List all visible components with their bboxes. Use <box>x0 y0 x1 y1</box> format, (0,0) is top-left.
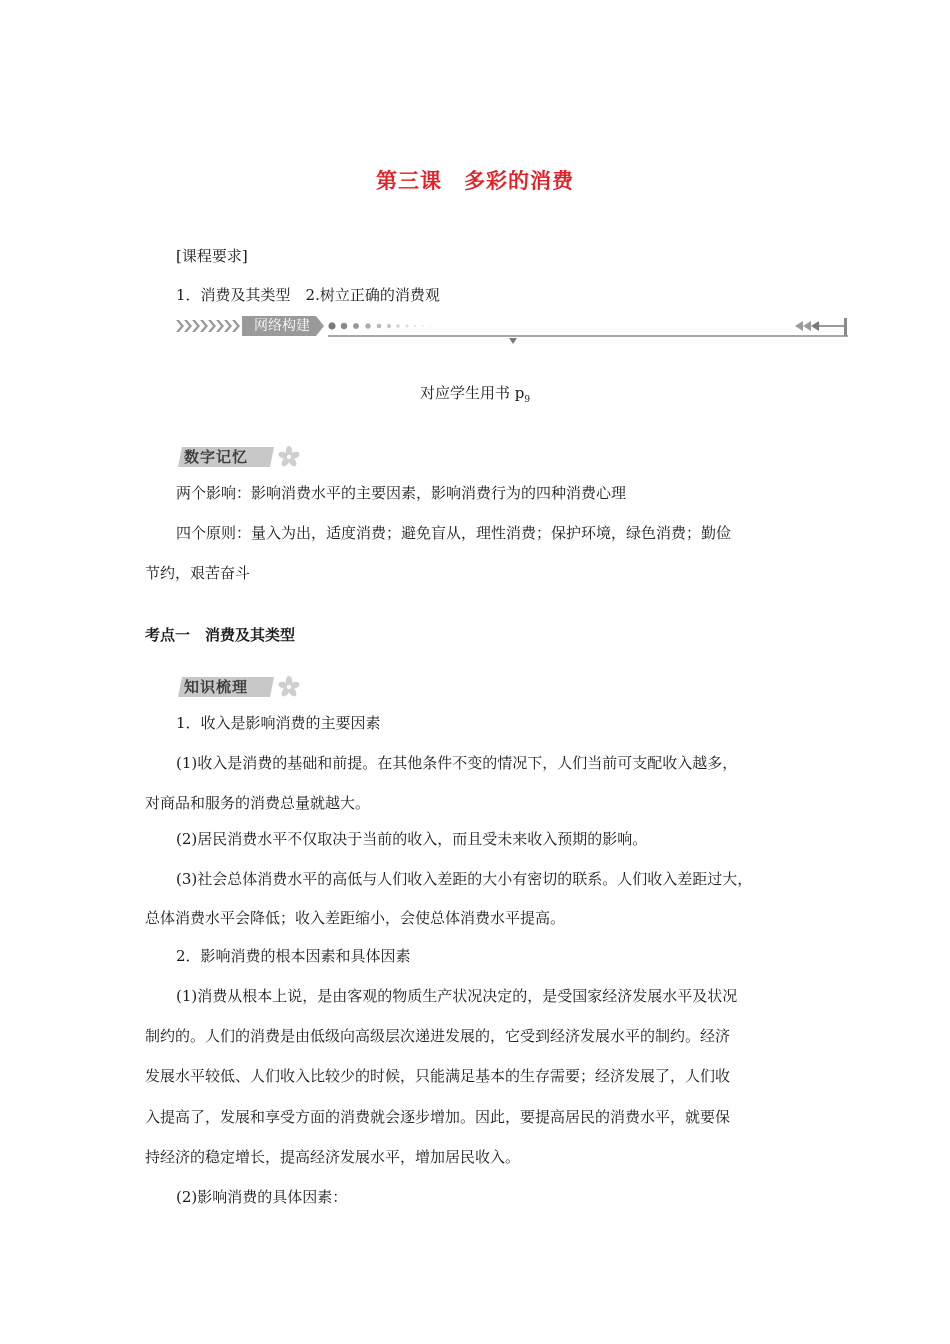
knowledge-badge <box>176 675 306 699</box>
topic1-heading: 考点一 消费及其类型 <box>145 626 296 644</box>
digital-memory-badge-label: 数字记忆 <box>184 448 249 466</box>
digital-memory-badge <box>176 445 306 469</box>
section1-p2: (2)居民消费水平不仅取决于当前的收入，而且受未来收入预期的影响。 <box>176 830 648 848</box>
memory-line-2b: 节约，艰苦奋斗 <box>145 564 251 582</box>
section1-title: 1．收入是影响消费的主要因素 <box>176 714 381 732</box>
section1-p3a: (3)社会总体消费水平的高低与人们收入差距的大小有密切的联系。人们收入差距过大， <box>176 870 753 888</box>
flower-icon <box>278 676 301 698</box>
chevron-arrows-icon <box>176 320 240 332</box>
section2-p1a: (1)消费从根本上说，是由客观的物质生产状况决定的，是受国家经济发展水平及状况 <box>176 987 738 1005</box>
memory-line-2a: 四个原则：量入为出，适度消费；避免盲从，理性消费；保护环境，绿色消费；勤俭 <box>176 524 732 542</box>
requirements-items: 1．消费及其类型 2.树立正确的消费观 <box>176 286 440 304</box>
reference-line <box>0 382 950 405</box>
section2-p1d: 入提高了，发展和享受方面的消费就会逐步增加。因此，要提高居民的消费水平，就要保 <box>145 1108 731 1126</box>
reference-page-sub: 9 <box>524 395 531 405</box>
flower-icon <box>278 446 301 468</box>
section2-p1b: 制约的。人们的消费是由低级向高级层次递进发展的，它受到经济发展水平的制约。经济 <box>145 1027 731 1045</box>
network-banner <box>176 314 850 348</box>
network-banner-label: 网络构建 <box>254 318 310 334</box>
reference-text: 对应学生用书 p <box>419 384 525 402</box>
section2-p1c: 发展水平较低、人们收入比较少的时候，只能满足基本的生存需要；经济发展了，人们收 <box>145 1067 731 1085</box>
section1-p3b: 总体消费水平会降低；收入差距缩小，会使总体消费水平提高。 <box>145 909 566 927</box>
section2-title: 2．影响消费的根本因素和具体因素 <box>176 947 411 965</box>
memory-line-1: 两个影响：影响消费水平的主要因素，影响消费行为的四种消费心理 <box>176 484 627 502</box>
knowledge-badge-label: 知识梳理 <box>184 678 249 696</box>
section1-p1b: 对商品和服务的消费总量就越大。 <box>145 794 371 812</box>
section2-p1e: 持经济的稳定增长，提高经济发展水平，增加居民收入。 <box>145 1148 521 1166</box>
rewind-arrows-icon <box>795 321 819 331</box>
page-title: 第三课 多彩的消费 <box>376 169 574 193</box>
section2-p2: (2)影响消费的具体因素： <box>176 1188 348 1206</box>
section1-p1a: (1)收入是消费的基础和前提。在其他条件不变的情况下，人们当前可支配收入越多， <box>176 754 738 772</box>
requirements-label: [课程要求] <box>176 247 248 265</box>
